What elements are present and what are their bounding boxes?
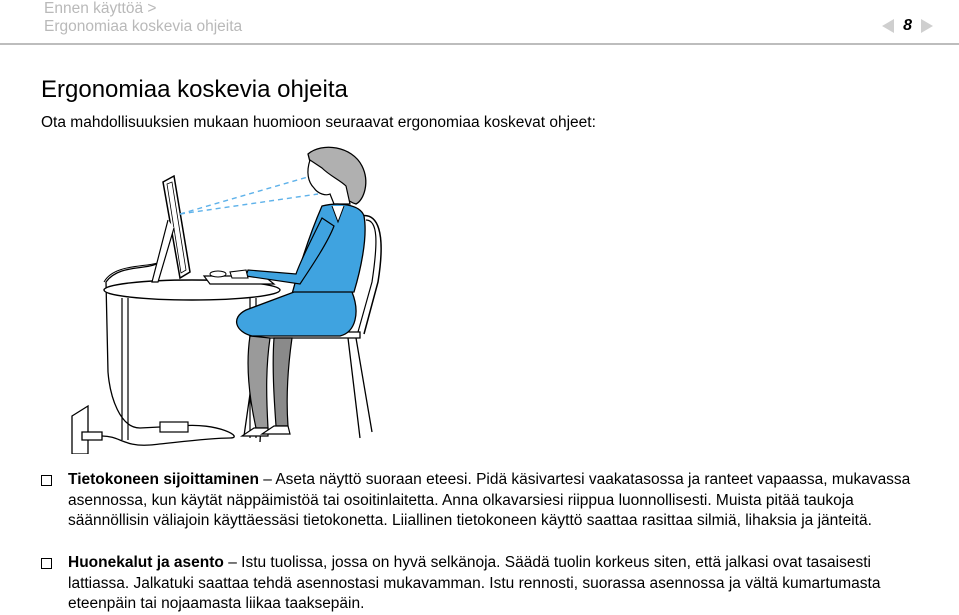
checkbox-bullet-icon (41, 475, 52, 486)
list-item-description: Aseta näyttö suoraan eteesi. Pidä käsivartesi vaakatasossa ja ranteet vapaassa, mukavassa asennossa, kun käytät näppäimistöä tai osoitinlaitetta. Anna olkavarsiesi riippua luonnollisesti. Muista pitää taukoja säännöllisin väliajoin käyttäessäsi tietokonetta. Liiallinen tietokoneen käyttö saattaa rasittaa silmiä, lihaksia ja jänteitä. (68, 471, 911, 529)
previous-page-arrow-icon[interactable] (882, 19, 894, 33)
list-item (41, 470, 921, 532)
list-item-text (68, 553, 921, 615)
breadcrumb-current[interactable]: Ergonomiaa koskevia ohjeita (44, 18, 243, 35)
next-page-arrow-icon[interactable] (921, 19, 933, 33)
page-number: 8 (903, 17, 912, 34)
header-divider (0, 43, 959, 45)
ergonomic-posture-illustration (60, 142, 400, 454)
page-title: Ergonomiaa koskevia ohjeita (41, 76, 348, 103)
power-adapter-icon (160, 422, 188, 432)
intro-text: Ota mahdollisuuksien mukaan huomioon seuraavat ergonomiaa koskevat ohjeet: (41, 114, 596, 131)
monitor-icon (152, 176, 190, 282)
list-item (41, 553, 921, 615)
list-item-description: Istu tuolissa, jossa on hyvä selkänoja. Säädä tuolin korkeus siten, että jalkasi ovat tasaisesti lattiassa. Jalkatuki saattaa tehdä asennostasi mukavamman. Istu rennosti, suorassa asennossa ja vältä kumartumasta eteenpäin tai nojaamasta liikaa taaksepäin. (68, 554, 881, 612)
mouse-icon (210, 271, 226, 277)
list-item-term: Huonekalut ja asento (68, 554, 224, 571)
sight-line (180, 174, 318, 214)
wall-outlet-icon (72, 406, 150, 454)
page-navigation (882, 17, 933, 35)
breadcrumb-parent[interactable]: Ennen käyttöä > (44, 0, 157, 17)
checkbox-bullet-icon (41, 558, 52, 569)
list-item-dash: – (223, 554, 242, 571)
list-item-term: Tietokoneen sijoittaminen (68, 471, 259, 488)
list-item-dash: – (258, 471, 276, 488)
list-item-text (68, 470, 921, 532)
